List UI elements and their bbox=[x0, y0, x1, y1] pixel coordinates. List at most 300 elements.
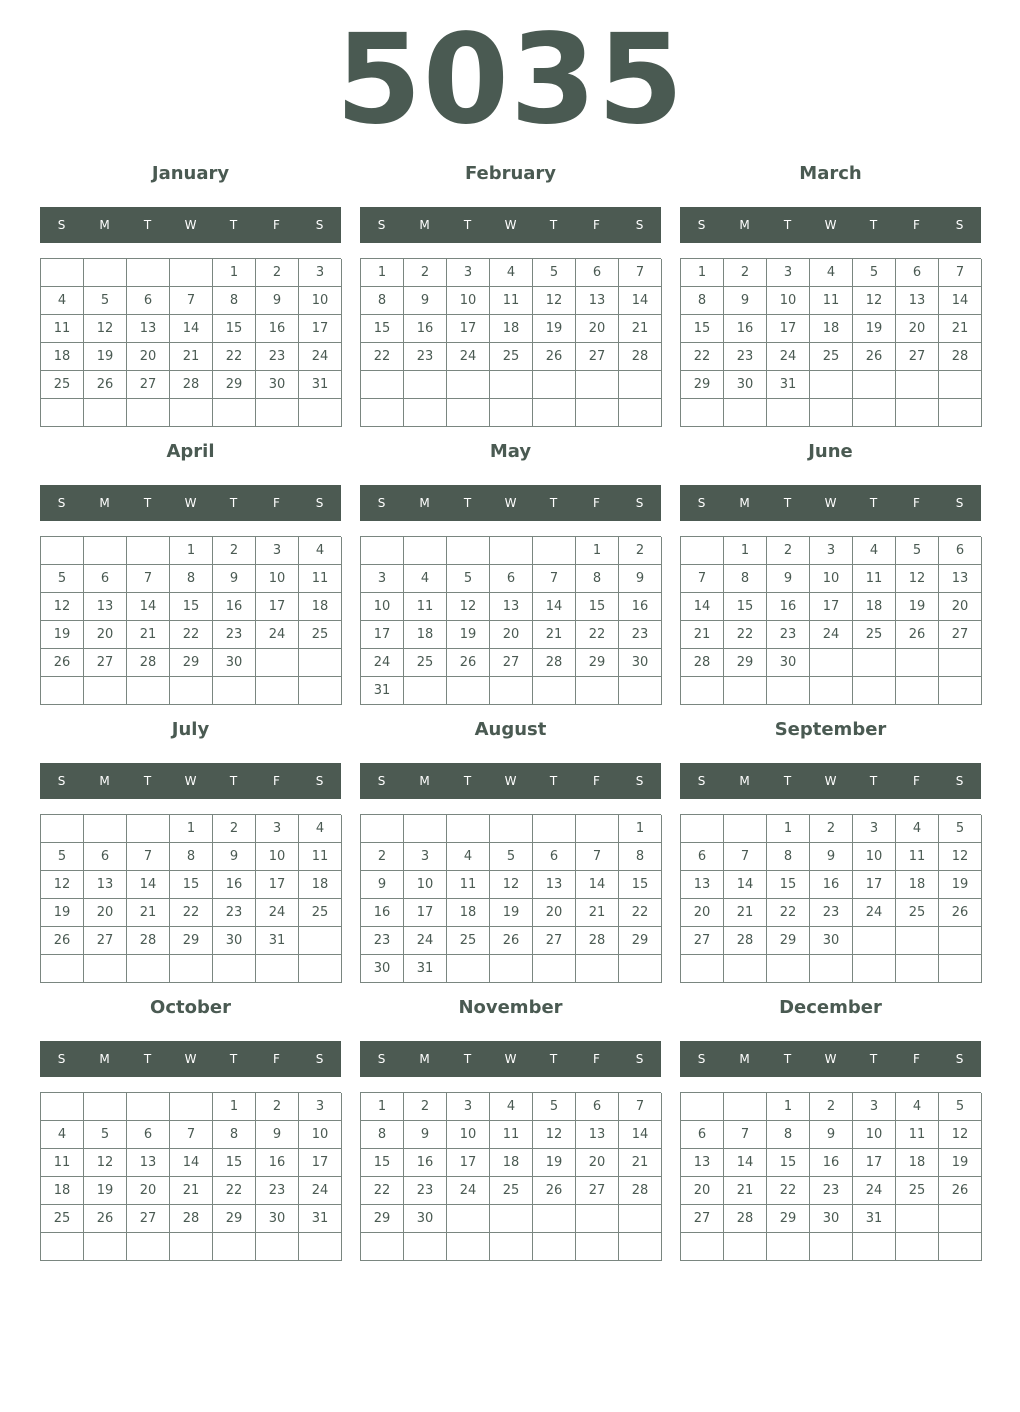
day-grid bbox=[40, 536, 341, 705]
day-grid bbox=[360, 536, 661, 705]
empty-cell bbox=[619, 1205, 662, 1233]
weekday-label: W bbox=[184, 218, 197, 232]
day-cell: 25 bbox=[404, 649, 447, 677]
day-cell: 4 bbox=[490, 1093, 533, 1121]
day-cell: 10 bbox=[853, 843, 896, 871]
day-cell: 25 bbox=[447, 927, 490, 955]
weekday-label: W bbox=[824, 496, 837, 510]
month-march bbox=[680, 157, 981, 427]
day-cell: 24 bbox=[256, 899, 299, 927]
day-cell: 3 bbox=[299, 259, 342, 287]
day-cell: 18 bbox=[299, 871, 342, 899]
year-title: 5035 bbox=[335, 8, 685, 152]
month-november bbox=[360, 991, 661, 1261]
empty-cell bbox=[170, 1233, 213, 1261]
day-cell: 6 bbox=[127, 1121, 170, 1149]
day-cell: 13 bbox=[681, 871, 724, 899]
day-cell: 22 bbox=[361, 343, 404, 371]
day-cell: 15 bbox=[213, 1149, 256, 1177]
weekday-header bbox=[360, 485, 661, 521]
empty-cell bbox=[299, 677, 342, 705]
weekday-label: F bbox=[593, 774, 600, 788]
weekday-label: M bbox=[739, 218, 750, 232]
day-cell: 28 bbox=[724, 1205, 767, 1233]
day-cell: 1 bbox=[576, 537, 619, 565]
day-cell: 28 bbox=[619, 343, 662, 371]
day-cell: 31 bbox=[404, 955, 447, 983]
day-cell: 19 bbox=[41, 621, 84, 649]
day-cell: 31 bbox=[767, 371, 810, 399]
day-cell: 24 bbox=[767, 343, 810, 371]
day-cell: 28 bbox=[939, 343, 982, 371]
day-cell: 15 bbox=[170, 593, 213, 621]
day-cell: 21 bbox=[127, 621, 170, 649]
day-cell: 12 bbox=[41, 593, 84, 621]
day-cell: 16 bbox=[213, 871, 256, 899]
day-cell: 22 bbox=[213, 343, 256, 371]
day-cell: 16 bbox=[810, 1149, 853, 1177]
empty-cell bbox=[939, 677, 982, 705]
day-cell: 27 bbox=[84, 649, 127, 677]
day-grid bbox=[40, 258, 341, 427]
day-cell: 28 bbox=[170, 1205, 213, 1233]
day-cell: 14 bbox=[619, 287, 662, 315]
day-cell: 13 bbox=[576, 287, 619, 315]
day-cell: 16 bbox=[256, 315, 299, 343]
day-cell: 21 bbox=[681, 621, 724, 649]
day-cell: 24 bbox=[447, 1177, 490, 1205]
day-cell: 28 bbox=[724, 927, 767, 955]
day-cell: 17 bbox=[447, 315, 490, 343]
day-cell: 3 bbox=[853, 1093, 896, 1121]
day-cell: 11 bbox=[41, 1149, 84, 1177]
day-cell: 9 bbox=[361, 871, 404, 899]
day-cell: 27 bbox=[681, 1205, 724, 1233]
month-name: July bbox=[171, 719, 210, 740]
day-cell: 18 bbox=[41, 343, 84, 371]
day-cell: 15 bbox=[170, 871, 213, 899]
month-december bbox=[680, 991, 981, 1261]
empty-cell bbox=[447, 371, 490, 399]
day-cell: 11 bbox=[447, 871, 490, 899]
day-cell: 14 bbox=[170, 315, 213, 343]
day-cell: 21 bbox=[724, 1177, 767, 1205]
empty-cell bbox=[767, 677, 810, 705]
weekday-label: S bbox=[57, 1052, 66, 1066]
day-cell: 27 bbox=[576, 1177, 619, 1205]
empty-cell bbox=[939, 371, 982, 399]
day-cell: 10 bbox=[404, 871, 447, 899]
day-cell: 28 bbox=[127, 649, 170, 677]
day-cell: 26 bbox=[447, 649, 490, 677]
day-cell: 19 bbox=[490, 899, 533, 927]
empty-cell bbox=[41, 815, 84, 843]
empty-cell bbox=[447, 815, 490, 843]
day-cell: 25 bbox=[853, 621, 896, 649]
day-cell: 10 bbox=[853, 1121, 896, 1149]
day-cell: 9 bbox=[256, 287, 299, 315]
month-june bbox=[680, 435, 981, 705]
day-cell: 2 bbox=[724, 259, 767, 287]
day-cell: 9 bbox=[404, 1121, 447, 1149]
day-cell: 24 bbox=[404, 927, 447, 955]
day-cell: 19 bbox=[84, 343, 127, 371]
empty-cell bbox=[896, 649, 939, 677]
empty-cell bbox=[896, 371, 939, 399]
day-cell: 8 bbox=[170, 843, 213, 871]
day-cell: 17 bbox=[299, 315, 342, 343]
day-grid bbox=[680, 258, 981, 427]
day-cell: 22 bbox=[767, 1177, 810, 1205]
day-cell: 19 bbox=[939, 871, 982, 899]
empty-cell bbox=[724, 955, 767, 983]
day-cell: 29 bbox=[361, 1205, 404, 1233]
day-cell: 30 bbox=[256, 371, 299, 399]
empty-cell bbox=[896, 1205, 939, 1233]
day-cell: 17 bbox=[853, 871, 896, 899]
day-cell: 6 bbox=[533, 843, 576, 871]
day-cell: 23 bbox=[213, 621, 256, 649]
empty-cell bbox=[84, 1093, 127, 1121]
day-cell: 13 bbox=[681, 1149, 724, 1177]
empty-cell bbox=[41, 1093, 84, 1121]
day-cell: 11 bbox=[299, 843, 342, 871]
day-cell: 23 bbox=[361, 927, 404, 955]
day-cell: 30 bbox=[767, 649, 810, 677]
weekday-label: M bbox=[99, 496, 110, 510]
empty-cell bbox=[533, 399, 576, 427]
day-cell: 13 bbox=[127, 1149, 170, 1177]
weekday-label: S bbox=[377, 774, 386, 788]
day-cell: 1 bbox=[681, 259, 724, 287]
weekday-label: T bbox=[143, 496, 152, 510]
weekday-label: F bbox=[273, 1052, 280, 1066]
day-cell: 10 bbox=[299, 1121, 342, 1149]
weekday-label: T bbox=[549, 1052, 558, 1066]
empty-cell bbox=[533, 815, 576, 843]
weekday-label: T bbox=[549, 218, 558, 232]
weekday-label: M bbox=[99, 1052, 110, 1066]
day-cell: 20 bbox=[84, 621, 127, 649]
day-cell: 12 bbox=[939, 1121, 982, 1149]
empty-cell bbox=[576, 955, 619, 983]
day-cell: 2 bbox=[256, 259, 299, 287]
day-cell: 26 bbox=[84, 371, 127, 399]
weekday-label: T bbox=[549, 774, 558, 788]
weekday-label: S bbox=[57, 774, 66, 788]
empty-cell bbox=[170, 399, 213, 427]
day-cell: 18 bbox=[896, 1149, 939, 1177]
empty-cell bbox=[256, 955, 299, 983]
day-cell: 22 bbox=[619, 899, 662, 927]
weekday-label: T bbox=[463, 774, 472, 788]
empty-cell bbox=[213, 399, 256, 427]
day-cell: 30 bbox=[256, 1205, 299, 1233]
weekday-label: S bbox=[697, 774, 706, 788]
day-cell: 12 bbox=[490, 871, 533, 899]
empty-cell bbox=[490, 677, 533, 705]
day-cell: 21 bbox=[724, 899, 767, 927]
empty-cell bbox=[404, 815, 447, 843]
day-cell: 1 bbox=[213, 1093, 256, 1121]
weekday-label: T bbox=[869, 774, 878, 788]
day-cell: 1 bbox=[724, 537, 767, 565]
empty-cell bbox=[939, 1233, 982, 1261]
day-cell: 14 bbox=[724, 871, 767, 899]
weekday-label: T bbox=[783, 774, 792, 788]
weekday-header bbox=[40, 763, 341, 799]
month-name: May bbox=[489, 441, 532, 462]
weekday-header bbox=[40, 1041, 341, 1077]
day-cell: 26 bbox=[84, 1205, 127, 1233]
day-cell: 6 bbox=[576, 1093, 619, 1121]
day-cell: 30 bbox=[619, 649, 662, 677]
weekday-label: M bbox=[739, 496, 750, 510]
day-cell: 24 bbox=[810, 621, 853, 649]
day-cell: 2 bbox=[213, 537, 256, 565]
day-cell: 17 bbox=[853, 1149, 896, 1177]
day-cell: 16 bbox=[810, 871, 853, 899]
day-cell: 6 bbox=[84, 843, 127, 871]
day-cell: 9 bbox=[256, 1121, 299, 1149]
day-cell: 5 bbox=[84, 287, 127, 315]
month-september bbox=[680, 713, 981, 983]
weekday-label: M bbox=[739, 774, 750, 788]
empty-cell bbox=[896, 955, 939, 983]
empty-cell bbox=[853, 399, 896, 427]
empty-cell bbox=[84, 399, 127, 427]
empty-cell bbox=[84, 815, 127, 843]
day-cell: 31 bbox=[299, 371, 342, 399]
empty-cell bbox=[447, 399, 490, 427]
empty-cell bbox=[896, 399, 939, 427]
day-cell: 15 bbox=[361, 1149, 404, 1177]
empty-cell bbox=[170, 955, 213, 983]
month-august bbox=[360, 713, 661, 983]
day-cell: 22 bbox=[170, 899, 213, 927]
weekday-label: F bbox=[913, 496, 920, 510]
month-name: September bbox=[774, 719, 887, 740]
day-cell: 26 bbox=[939, 899, 982, 927]
day-cell: 26 bbox=[939, 1177, 982, 1205]
empty-cell bbox=[447, 1233, 490, 1261]
empty-cell bbox=[576, 677, 619, 705]
weekday-label: W bbox=[824, 218, 837, 232]
weekday-label: F bbox=[593, 496, 600, 510]
day-cell: 6 bbox=[576, 259, 619, 287]
day-cell: 14 bbox=[681, 593, 724, 621]
day-cell: 26 bbox=[896, 621, 939, 649]
weekday-label: T bbox=[229, 774, 238, 788]
weekday-label: T bbox=[869, 496, 878, 510]
day-cell: 22 bbox=[170, 621, 213, 649]
weekday-label: T bbox=[229, 1052, 238, 1066]
empty-cell bbox=[361, 399, 404, 427]
day-cell: 16 bbox=[404, 1149, 447, 1177]
weekday-header bbox=[360, 1041, 661, 1077]
day-cell: 12 bbox=[533, 287, 576, 315]
weekday-label: S bbox=[635, 774, 644, 788]
empty-cell bbox=[896, 927, 939, 955]
weekday-label: S bbox=[955, 496, 964, 510]
weekday-label: T bbox=[463, 1052, 472, 1066]
empty-cell bbox=[853, 649, 896, 677]
month-name: March bbox=[799, 163, 862, 184]
day-cell: 18 bbox=[490, 315, 533, 343]
day-cell: 10 bbox=[447, 1121, 490, 1149]
day-cell: 2 bbox=[213, 815, 256, 843]
day-cell: 18 bbox=[853, 593, 896, 621]
empty-cell bbox=[299, 927, 342, 955]
day-cell: 27 bbox=[127, 1205, 170, 1233]
empty-cell bbox=[490, 1205, 533, 1233]
day-cell: 4 bbox=[896, 815, 939, 843]
empty-cell bbox=[404, 1233, 447, 1261]
day-cell: 9 bbox=[213, 565, 256, 593]
empty-cell bbox=[724, 815, 767, 843]
weekday-label: S bbox=[697, 496, 706, 510]
day-cell: 11 bbox=[490, 1121, 533, 1149]
weekday-header bbox=[40, 207, 341, 243]
day-cell: 16 bbox=[724, 315, 767, 343]
day-cell: 18 bbox=[896, 871, 939, 899]
weekday-label: W bbox=[504, 1052, 517, 1066]
day-cell: 13 bbox=[84, 871, 127, 899]
weekday-label: S bbox=[697, 218, 706, 232]
empty-cell bbox=[681, 815, 724, 843]
empty-cell bbox=[447, 955, 490, 983]
day-cell: 11 bbox=[896, 843, 939, 871]
weekday-label: M bbox=[419, 496, 430, 510]
weekday-label: F bbox=[593, 218, 600, 232]
empty-cell bbox=[84, 1233, 127, 1261]
empty-cell bbox=[299, 399, 342, 427]
weekday-label: T bbox=[463, 218, 472, 232]
day-cell: 3 bbox=[767, 259, 810, 287]
weekday-label: T bbox=[143, 774, 152, 788]
empty-cell bbox=[404, 537, 447, 565]
day-cell: 26 bbox=[41, 649, 84, 677]
day-cell: 7 bbox=[127, 565, 170, 593]
empty-cell bbox=[127, 537, 170, 565]
empty-cell bbox=[939, 1205, 982, 1233]
empty-cell bbox=[810, 649, 853, 677]
month-may bbox=[360, 435, 661, 705]
day-cell: 3 bbox=[299, 1093, 342, 1121]
day-cell: 3 bbox=[810, 537, 853, 565]
day-cell: 11 bbox=[404, 593, 447, 621]
weekday-header bbox=[680, 763, 981, 799]
empty-cell bbox=[361, 1233, 404, 1261]
empty-cell bbox=[84, 259, 127, 287]
day-cell: 28 bbox=[170, 371, 213, 399]
empty-cell bbox=[490, 815, 533, 843]
weekday-label: S bbox=[635, 1052, 644, 1066]
empty-cell bbox=[170, 677, 213, 705]
day-cell: 20 bbox=[84, 899, 127, 927]
day-cell: 24 bbox=[853, 899, 896, 927]
empty-cell bbox=[256, 649, 299, 677]
day-cell: 20 bbox=[533, 899, 576, 927]
month-february bbox=[360, 157, 661, 427]
day-cell: 12 bbox=[853, 287, 896, 315]
day-cell: 8 bbox=[361, 1121, 404, 1149]
day-cell: 23 bbox=[810, 899, 853, 927]
day-cell: 7 bbox=[127, 843, 170, 871]
weekday-label: T bbox=[783, 218, 792, 232]
day-cell: 13 bbox=[490, 593, 533, 621]
day-cell: 4 bbox=[299, 815, 342, 843]
empty-cell bbox=[619, 1233, 662, 1261]
weekday-label: T bbox=[549, 496, 558, 510]
day-cell: 10 bbox=[256, 565, 299, 593]
empty-cell bbox=[576, 815, 619, 843]
empty-cell bbox=[576, 1205, 619, 1233]
day-cell: 14 bbox=[619, 1121, 662, 1149]
day-cell: 2 bbox=[767, 537, 810, 565]
day-cell: 27 bbox=[84, 927, 127, 955]
empty-cell bbox=[939, 927, 982, 955]
empty-cell bbox=[170, 259, 213, 287]
empty-cell bbox=[299, 649, 342, 677]
day-cell: 6 bbox=[681, 843, 724, 871]
empty-cell bbox=[361, 537, 404, 565]
day-cell: 28 bbox=[533, 649, 576, 677]
weekday-label: T bbox=[143, 218, 152, 232]
weekday-label: S bbox=[697, 1052, 706, 1066]
empty-cell bbox=[404, 371, 447, 399]
empty-cell bbox=[490, 399, 533, 427]
weekday-label: T bbox=[229, 218, 238, 232]
day-cell: 7 bbox=[939, 259, 982, 287]
day-cell: 9 bbox=[724, 287, 767, 315]
weekday-label: S bbox=[955, 218, 964, 232]
day-cell: 21 bbox=[619, 315, 662, 343]
day-cell: 1 bbox=[767, 1093, 810, 1121]
weekday-label: F bbox=[273, 218, 280, 232]
day-cell: 17 bbox=[361, 621, 404, 649]
weekday-header bbox=[40, 485, 341, 521]
empty-cell bbox=[127, 677, 170, 705]
day-cell: 1 bbox=[767, 815, 810, 843]
day-cell: 6 bbox=[939, 537, 982, 565]
weekday-label: T bbox=[143, 1052, 152, 1066]
day-cell: 27 bbox=[939, 621, 982, 649]
day-cell: 15 bbox=[213, 315, 256, 343]
day-cell: 25 bbox=[810, 343, 853, 371]
day-cell: 17 bbox=[256, 593, 299, 621]
day-cell: 3 bbox=[361, 565, 404, 593]
month-july bbox=[40, 713, 341, 983]
month-name: December bbox=[779, 997, 882, 1018]
day-cell: 14 bbox=[127, 871, 170, 899]
weekday-label: T bbox=[463, 496, 472, 510]
day-cell: 14 bbox=[127, 593, 170, 621]
weekday-label: S bbox=[57, 496, 66, 510]
empty-cell bbox=[127, 1233, 170, 1261]
day-cell: 18 bbox=[299, 593, 342, 621]
day-cell: 26 bbox=[41, 927, 84, 955]
empty-cell bbox=[576, 371, 619, 399]
day-cell: 21 bbox=[939, 315, 982, 343]
weekday-label: S bbox=[377, 1052, 386, 1066]
day-cell: 17 bbox=[810, 593, 853, 621]
day-cell: 21 bbox=[619, 1149, 662, 1177]
weekday-label: M bbox=[739, 1052, 750, 1066]
empty-cell bbox=[41, 259, 84, 287]
day-cell: 5 bbox=[533, 1093, 576, 1121]
day-cell: 17 bbox=[299, 1149, 342, 1177]
